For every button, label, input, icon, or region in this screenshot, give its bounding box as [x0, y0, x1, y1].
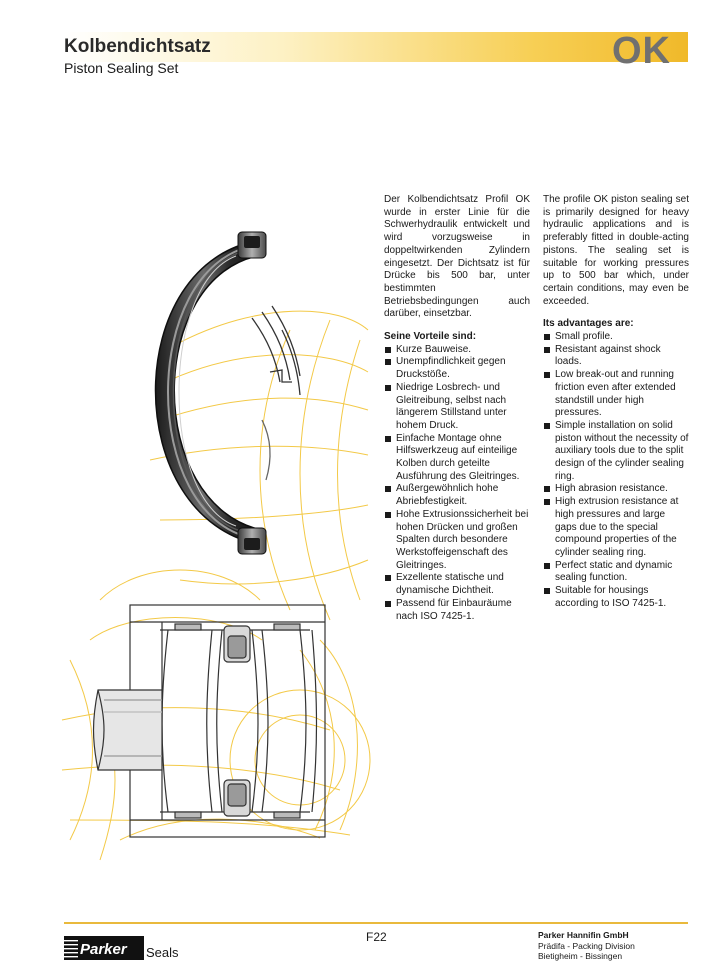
company-name: Parker Hannifin GmbH: [538, 930, 629, 940]
list-item: Hohe Extrusionssicherheit bei hohen Drücken und großen Spalten durch besondere Werkstoffeigenschaft des Gleitringes.: [384, 509, 530, 573]
advantages-heading-en: Its advantages are:: [543, 318, 634, 330]
page-subtitle: Piston Sealing Set: [64, 60, 179, 76]
page-number: F22: [366, 930, 387, 944]
advantages-list-en: [543, 331, 689, 610]
list-item: Niedrige Losbrech- und Gleitreibung, selbst nach längerem Stillstand unter hohem Druck.: [384, 382, 530, 433]
list-item: Einfache Montage ohne Hilfswerkzeug auf einteilige Kolben durch geteilte Ausführung des Gleitringes.: [384, 433, 530, 484]
logo-seals-label: Seals: [146, 945, 179, 960]
company-division: Prädifa - Packing Division: [538, 940, 635, 951]
list-item: Suitable for housings according to ISO 7425-1.: [543, 585, 689, 610]
advantages-heading-de: Seine Vorteile sind:: [384, 331, 477, 343]
list-item: Perfect static and dynamic sealing function.: [543, 560, 689, 585]
advantages-list-de: [384, 344, 530, 623]
list-item: Low break-out and running friction even after extended standstill under high pressures.: [543, 369, 689, 420]
list-item: High extrusion resistance at high pressures and large gaps due to the special compound properties of the cylinder sealing ring.: [543, 496, 689, 560]
profile-code: OK: [612, 30, 671, 72]
list-item: High abrasion resistance.: [543, 483, 689, 496]
cylinder-section-drawing: [94, 605, 326, 837]
list-item: Passend für Einbauräume nach ISO 7425-1.: [384, 598, 530, 623]
footer-divider: [64, 922, 688, 924]
company-info: [538, 930, 635, 962]
list-item: Unempfindlichkeit gegen Druckstöße.: [384, 356, 530, 381]
list-item: Außergewöhnlich hohe Abriebfestigkeit.: [384, 483, 530, 508]
list-item: Resistant against shock loads.: [543, 344, 689, 369]
logo-text: Parker: [80, 941, 127, 958]
wireframe-background: [62, 311, 370, 860]
list-item: Kurze Bauweise.: [384, 344, 530, 357]
list-item: Small profile.: [543, 331, 689, 344]
list-item: Simple installation on solid piston without the necessity of auxiliary tools due to the split design of the cylinder sealing ring.: [543, 420, 689, 484]
parker-logo: [64, 934, 144, 962]
intro-paragraph-de: Der Kolbendichtsatz Profil OK wurde in erster Linie für die Schwerhydraulik entwickelt und wird vorzugsweise in doppeltwirkenden Zylindern eingesetzt. Der Dichtsatz ist für Drücke bis 500 bar, unter bestimmten Betriebsbedingungen auch darüber, einsetzbar.: [384, 194, 530, 320]
company-location: Bietigheim - Bissingen: [538, 951, 623, 961]
german-text-column: [384, 194, 530, 623]
split-ring-detail: [252, 306, 300, 480]
list-item: Exzellente statische und dynamische Dichtheit.: [384, 572, 530, 597]
sealing-ring-image: [156, 232, 267, 554]
intro-paragraph-en: The profile OK piston sealing set is primarily designed for heavy hydraulic applications and is preferably fitted in double-acting pistons. The sealing set is suitable for working pressures up to 500 bar which, under certain conditions, may even be exceeded.: [543, 194, 689, 307]
page-title: Kolbendichtsatz: [64, 36, 211, 57]
english-text-column: [543, 194, 689, 611]
